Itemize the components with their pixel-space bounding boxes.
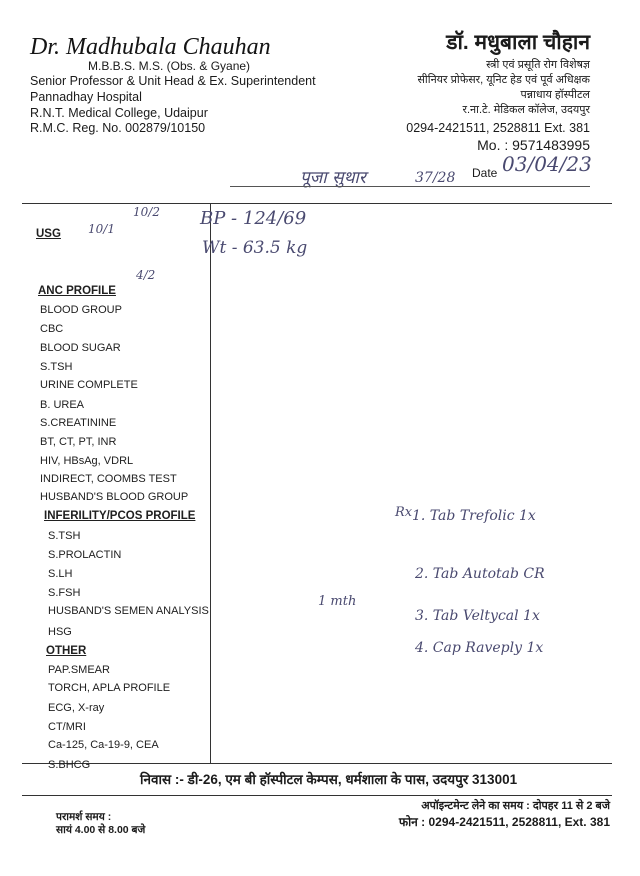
- lab-item: S.CREATININE: [40, 417, 117, 429]
- consultation-label: परामर्श समय :: [56, 811, 112, 823]
- doctor-name-hindi: डॉ. मधुबाला चौहान: [446, 31, 590, 54]
- date-label: Date: [472, 166, 498, 180]
- medicine-line: 2. Tab Autotab CR: [415, 566, 545, 582]
- lab-item: HUSBAND'S BLOOD GROUP: [40, 491, 189, 503]
- lab-item: INDIRECT, COOMBS TEST: [40, 473, 177, 485]
- phone-number: 0294-2421511, 2528811 Ext. 381: [406, 121, 590, 135]
- doctor-name: Dr. Madhubala Chauhan: [30, 34, 271, 60]
- lab-item: URINE COMPLETE: [40, 379, 138, 391]
- rx-handwritten: Rx: [395, 505, 413, 520]
- medicine-line: 1. Tab Trefolic 1x: [412, 508, 536, 524]
- specialty-hindi: स्त्री एवं प्रसूति रोग विशेषज्ञ: [486, 59, 590, 71]
- form-bottom-line: [22, 763, 612, 764]
- lab-item: CT/MRI: [48, 721, 86, 733]
- doctor-designation: Senior Professor & Unit Head & Ex. Superintendent: [30, 74, 316, 88]
- lab-item: Ca-125, Ca-19-9, CEA: [48, 739, 159, 751]
- doctor-degree: M.B.B.S. M.S. (Obs. & Gyane): [88, 59, 251, 73]
- usg-date-3: 4/2: [136, 268, 156, 282]
- lab-item: S.FSH: [48, 587, 81, 599]
- lab-item: S.TSH: [40, 361, 73, 373]
- date-underline: [230, 186, 590, 187]
- column-divider: [210, 203, 211, 763]
- medicine-line: 3. Tab Veltycal 1x: [415, 608, 540, 624]
- usg-date-2: 10/2: [133, 205, 160, 219]
- residence-address: निवास :- डी-26, एम बी हॉस्पीटल केम्पस, धर्मशाला के पास, उदयपुर 313001: [140, 772, 518, 787]
- usg-date-1: 10/1: [88, 222, 115, 236]
- lab-item: S.TSH: [48, 530, 81, 542]
- appointment-time: अपॉइन्टमेन्ट लेने का समय : दोपहर 11 से 2 बजे: [421, 800, 610, 812]
- college-hindi: र.ना.टे. मेडिकल कॉलेज, उदयपुर: [462, 104, 590, 116]
- lab-item: S.BHCG: [48, 759, 91, 771]
- lab-item: PAP.SMEAR: [48, 664, 110, 676]
- bp-handwritten: BP - 124/69: [200, 208, 307, 229]
- mobile-number: Mo. : 9571483995: [477, 137, 590, 153]
- lab-item: S.LH: [48, 568, 73, 580]
- usg-heading: USG: [36, 228, 61, 240]
- lab-item: HSG: [48, 626, 72, 638]
- other-heading: OTHER: [46, 645, 87, 657]
- consultation-time: सायं 4.00 से 8.00 बजे: [56, 824, 146, 836]
- patient-age-handwritten: 37/28: [415, 170, 456, 186]
- duration-handwritten: 1 mth: [318, 594, 357, 609]
- infertility-heading: INFERILITY/PCOS PROFILE: [44, 510, 196, 522]
- lab-item: CBC: [40, 323, 64, 335]
- date-handwritten: 03/04/23: [502, 152, 592, 176]
- footer-divider: [22, 795, 612, 796]
- patient-name-handwritten: पूजा सुथार: [300, 168, 366, 188]
- lab-item: BLOOD GROUP: [40, 304, 122, 316]
- hospital-name: Pannadhay Hospital: [30, 90, 142, 104]
- lab-item: HUSBAND'S SEMEN ANALYSIS: [48, 605, 209, 617]
- registration-number: R.M.C. Reg. No. 002879/10150: [30, 121, 206, 135]
- lab-item: HIV, HBsAg, VDRL: [40, 455, 134, 467]
- college-name: R.N.T. Medical College, Udaipur: [30, 106, 208, 120]
- form-top-line: [22, 203, 612, 204]
- lab-item: S.PROLACTIN: [48, 549, 122, 561]
- medicine-line: 4. Cap Raveply 1x: [415, 640, 544, 656]
- footer-phone: फोन : 0294-2421511, 2528811, Ext. 381: [398, 815, 610, 829]
- lab-item: B. UREA: [40, 399, 85, 411]
- hospital-hindi: पन्नाधाय हॉस्पीटल: [520, 89, 590, 101]
- lab-item: TORCH, APLA PROFILE: [48, 682, 171, 694]
- anc-profile-heading: ANC PROFILE: [38, 285, 116, 297]
- lab-item: BT, CT, PT, INR: [40, 436, 117, 448]
- designation-hindi: सीनियर प्रोफेसर, यूनिट हेड एवं पूर्व अधिक्षक: [417, 74, 590, 86]
- weight-handwritten: Wt - 63.5 kg: [202, 238, 308, 258]
- lab-item: ECG, X-ray: [48, 702, 105, 714]
- lab-item: BLOOD SUGAR: [40, 342, 121, 354]
